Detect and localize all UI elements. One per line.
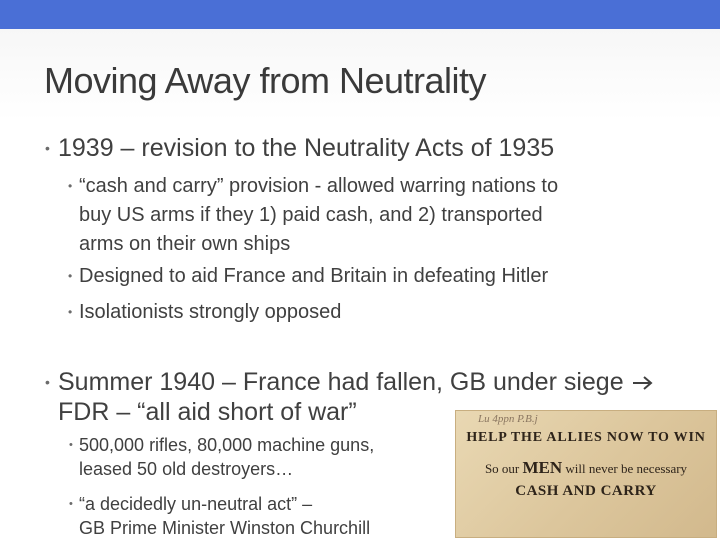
sub-bullet-cash-and-carry bbox=[68, 172, 559, 259]
slide-title: Moving Away from Neutrality bbox=[44, 60, 487, 101]
sub-bullet-line: “a decidedly un-neutral act” – bbox=[79, 494, 313, 514]
bullet-dot: • bbox=[69, 498, 73, 510]
bullet-line: Summer 1940 – France had fallen, GB under siege bbox=[58, 368, 624, 396]
bullet-dot: • bbox=[68, 269, 73, 283]
sub-bullet-line: 500,000 rifles, 80,000 machine guns, bbox=[79, 435, 375, 455]
poster-subline-pre: So our bbox=[484, 461, 523, 476]
poster-handwriting: Lu 4ppn P.B.j bbox=[478, 413, 538, 425]
sub-bullet-line: buy US arms if they 1) paid cash, and 2) transported bbox=[79, 204, 543, 226]
bullet-dot: • bbox=[45, 140, 50, 156]
bullet-dot: • bbox=[45, 374, 50, 390]
sub-bullet-rifles-destroyers bbox=[69, 433, 375, 481]
bullet-1939-revision bbox=[45, 134, 555, 163]
poster-subline-men: MEN bbox=[522, 458, 563, 477]
bullet-dot: • bbox=[69, 439, 73, 451]
bullet-dot: • bbox=[68, 179, 73, 193]
sub-bullet-text: Isolationists strongly opposed bbox=[79, 301, 342, 323]
header-accent-bar bbox=[0, 0, 720, 29]
right-arrow-icon bbox=[632, 369, 654, 398]
sub-bullet-line: arms on their own ships bbox=[79, 233, 291, 255]
sub-bullet-line: “cash and carry” provision - allowed warring nations to bbox=[79, 175, 559, 197]
cash-and-carry-poster bbox=[455, 410, 717, 538]
sub-bullet-isolationists bbox=[68, 298, 342, 327]
poster-subline bbox=[456, 458, 716, 478]
bullet-line: FDR – “all aid short of war” bbox=[58, 397, 357, 426]
poster-cash-and-carry: CASH AND CARRY bbox=[515, 483, 657, 499]
sub-bullet-churchill-quote bbox=[69, 492, 371, 540]
sub-bullet-line: GB Prime Minister Winston Churchill bbox=[79, 518, 371, 538]
sub-bullet-aid-france-britain bbox=[68, 262, 549, 291]
sub-bullet-text: Designed to aid France and Britain in defeating Hitler bbox=[79, 265, 549, 287]
poster-subline-post: will never be necessary bbox=[562, 461, 688, 476]
sub-bullet-line: leased 50 old destroyers… bbox=[79, 459, 294, 479]
poster-headline: HELP THE ALLIES NOW TO WIN bbox=[466, 430, 706, 445]
bullet-text: 1939 – revision to the Neutrality Acts of 1935 bbox=[58, 134, 555, 162]
bullet-dot: • bbox=[68, 305, 73, 319]
